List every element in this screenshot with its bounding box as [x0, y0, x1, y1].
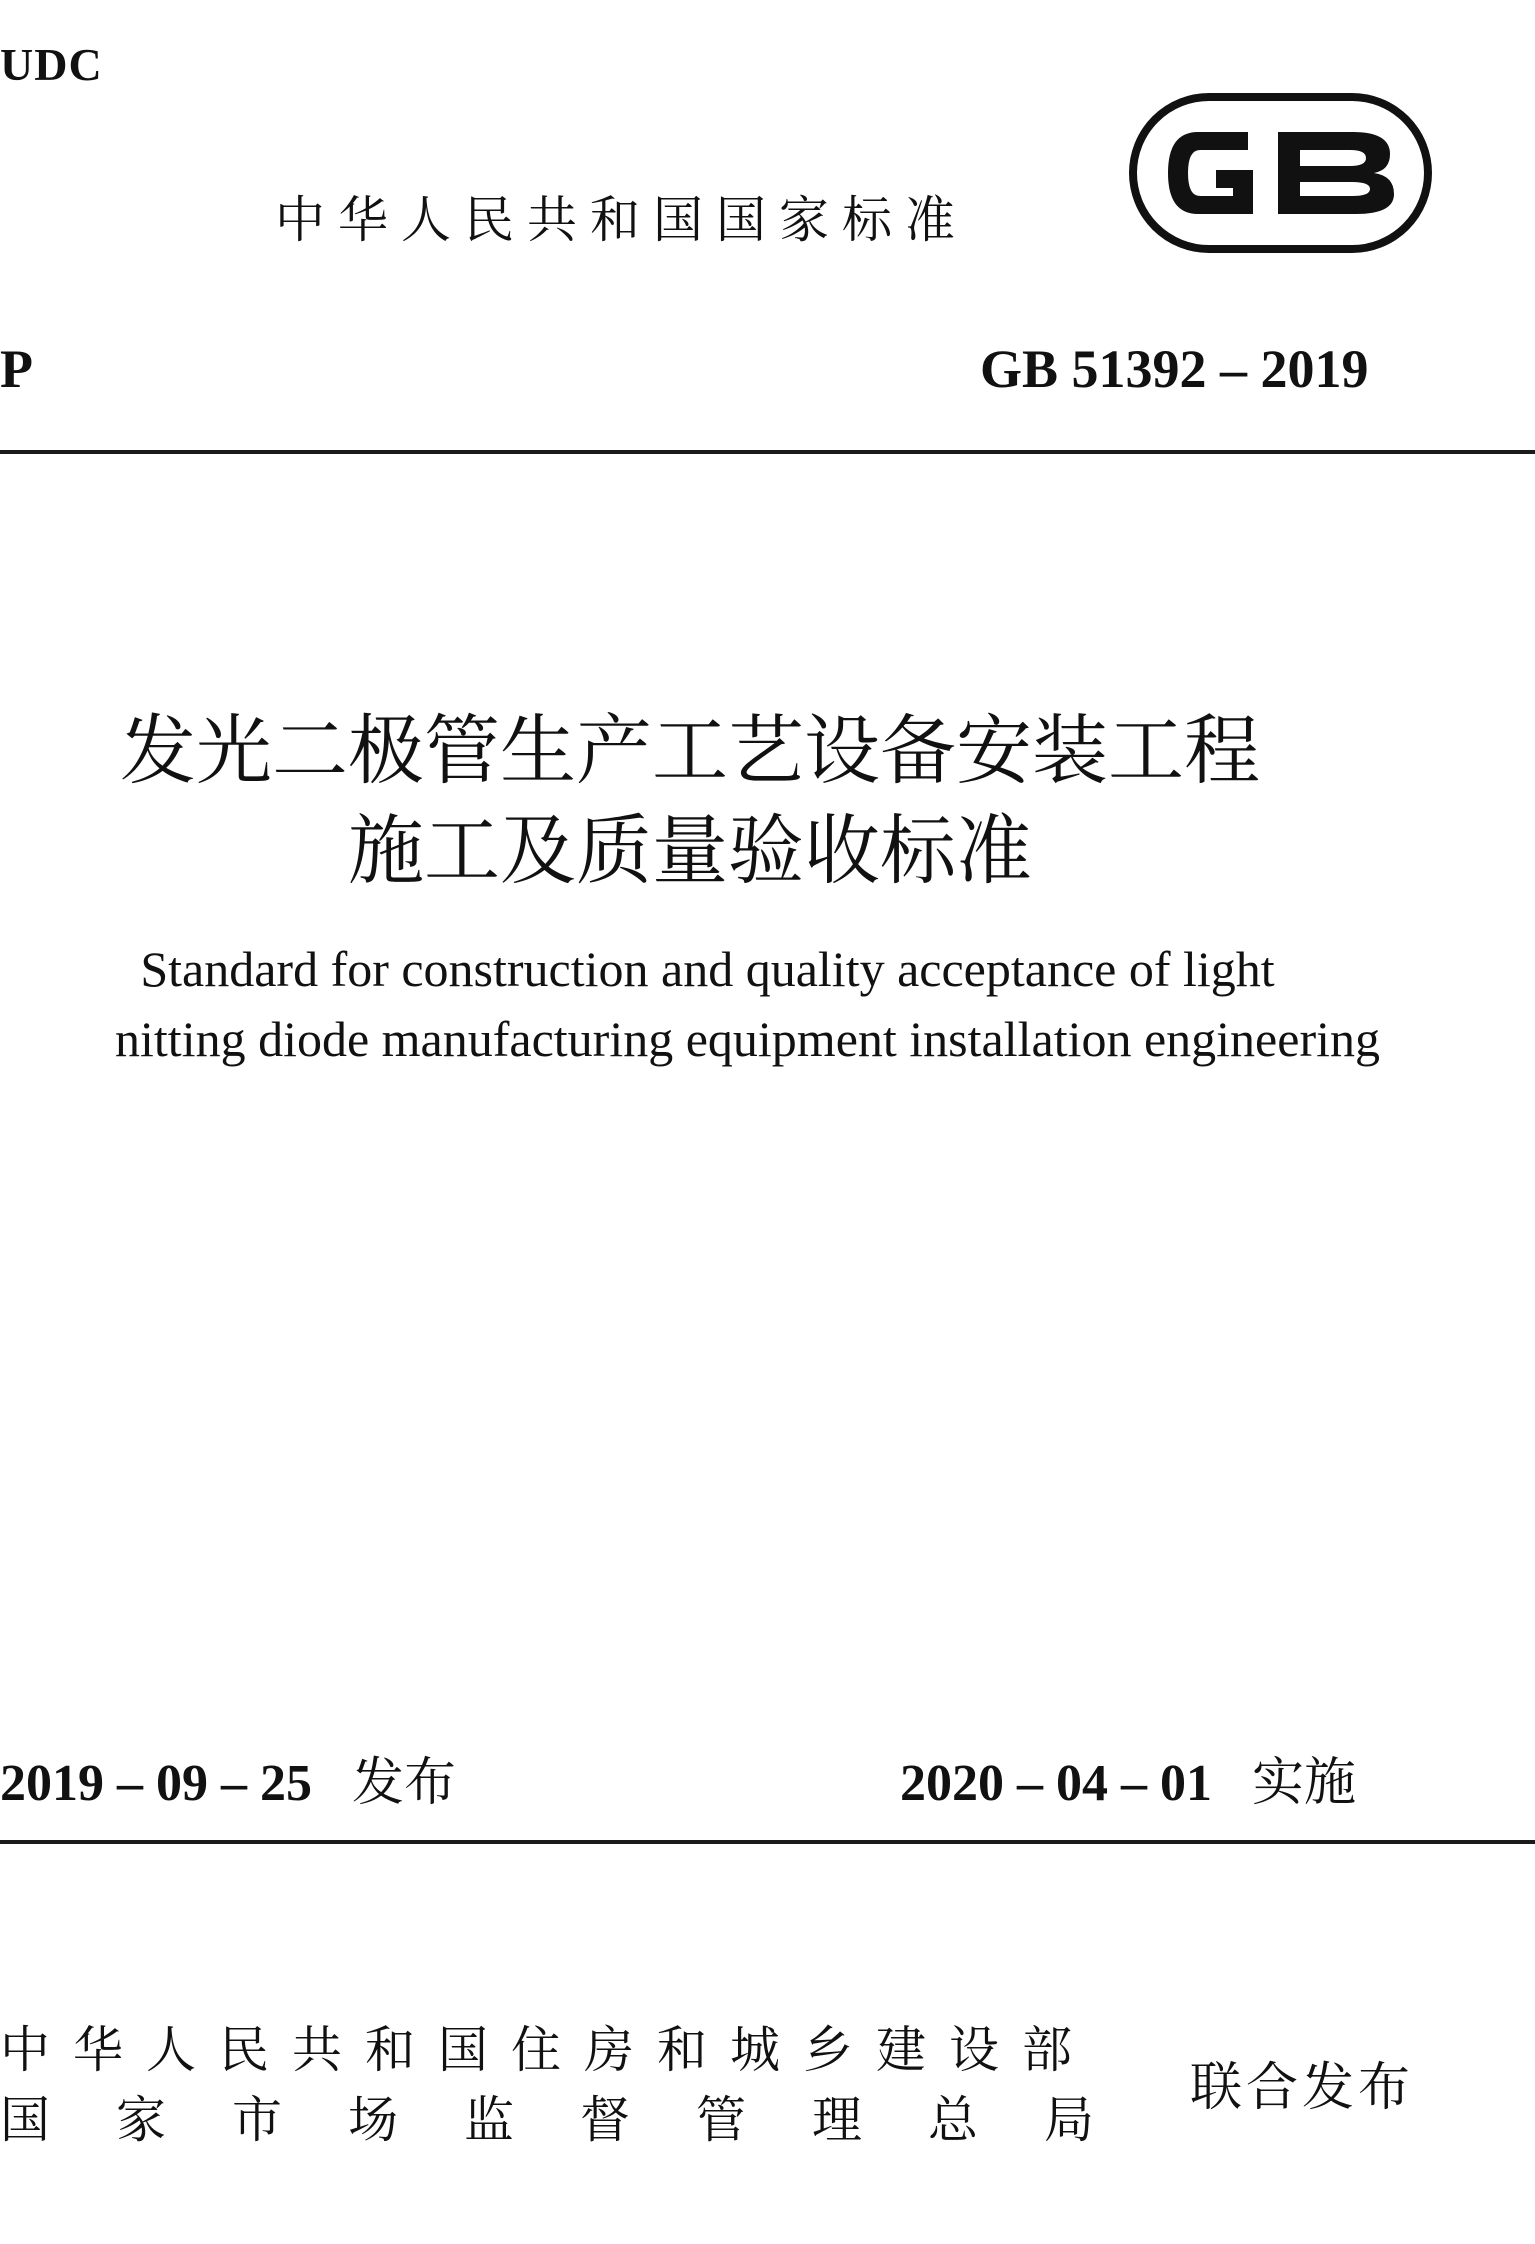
joint-issue-label: 联合发布: [1190, 2058, 1415, 2118]
title-chinese-line-2: 施工及质量验收标准: [348, 806, 1032, 895]
udc-label: UDC: [0, 39, 103, 90]
title-english-line-2: nitting diode manufacturing equipment installation engineering: [115, 1011, 1380, 1067]
national-standard-heading: 中华人民共和国国家标准: [275, 191, 968, 249]
issue-date-block: [0, 1740, 456, 1815]
gb-logo: [1128, 92, 1433, 254]
implementation-date-block: [900, 1740, 1356, 1815]
bottom-divider: [0, 1840, 1535, 1844]
issue-label: 发布: [352, 1753, 457, 1813]
title-english-line-1: Standard for construction and quality acceptance of light: [140, 941, 1275, 997]
implementation-date: 2020 – 04 – 01: [900, 1755, 1212, 1812]
title-chinese-line-1: 发光二极管生产工艺设备安装工程: [120, 706, 1260, 795]
top-divider: [0, 450, 1535, 454]
classification-code: P: [0, 339, 33, 399]
issuer-administration: 国家市场监督管理总局: [0, 2091, 1160, 2149]
implementation-label: 实施: [1252, 1753, 1357, 1813]
issuer-ministry: 中华人民共和国住房和城乡建设部: [0, 2021, 1095, 2079]
issue-date: 2019 – 09 – 25: [0, 1755, 312, 1812]
standard-number: GB 51392 – 2019: [980, 339, 1369, 399]
